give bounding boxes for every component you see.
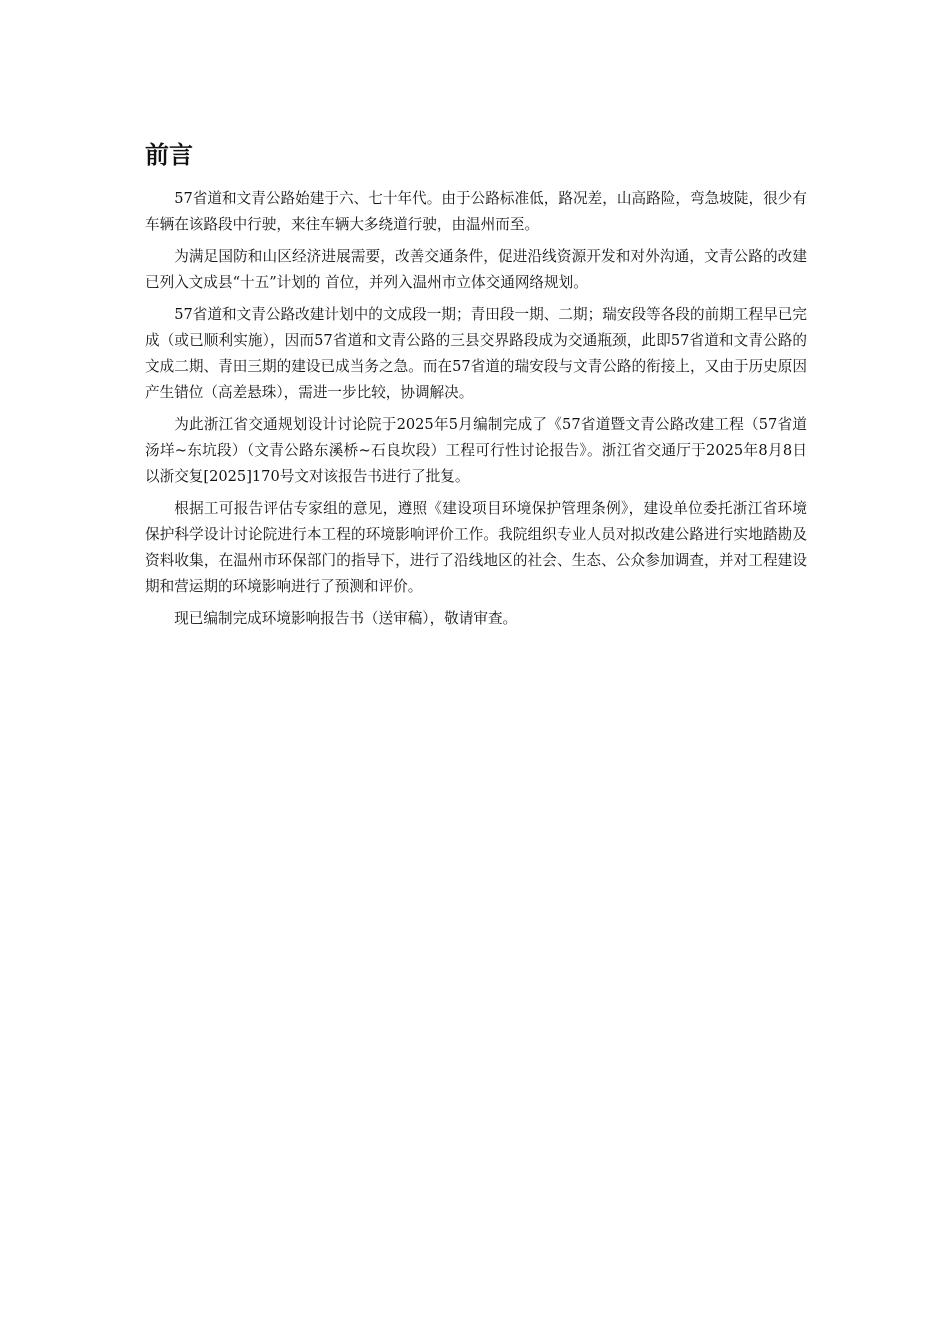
paragraph-4: 为此浙江省交通规划设计讨论院于2025年5月编制完成了《57省道暨文青公路改建工程（57省道汤垟~东坑段）（文青公路东溪桥~石良坎段）工程可行性讨论报告》。浙江省交通厅于2025年8月8日以浙交复[2025]170号文对该报告书进行了批复。 (145, 416, 807, 485)
paragraph-1: 57省道和文青公路始建于六、七十年代。由于公路标准低，路况差，山高路险，弯急坡陡，很少有车辆在该路段中行驶，来往车辆大多绕道行驶，由温州而至。 (145, 190, 807, 233)
paragraph-5: 根据工可报告评估专家组的意见，遵照《建设项目环境保护管理条例》，建设单位委托浙江省环境保护科学设计讨论院进行本工程的环境影响评价工作。我院组织专业人员对拟改建公路进行实地踏勘及资料收集，在温州市环保部门的指导下，进行了沿线地区的社会、生态、公众参加调查，并对工程建设期和营运期的环境影响进行了预测和评价。 (145, 500, 807, 595)
page-title: 前言 (145, 141, 193, 169)
paragraph-6: 现已编制完成环境影响报告书（送审稿），敬请审查。 (174, 610, 518, 627)
paragraph-3: 57省道和文青公路改建计划中的文成段一期；青田段一期、二期；瑞安段等各段的前期工程早已完成（或已顺利实施），因而57省道和文青公路的三县交界路段成为交通瓶颈，此即57省道和文青公路的文成二期、青田三期的建设已成当务之急。而在57省道的瑞安段与文青公路的衔接上，又由于历史原因产生错位（高差悬珠），需进一步比较，协调解决。 (145, 306, 807, 401)
paragraph-2: 为满足国防和山区经济进展需要，改善交通条件，促进沿线资源开发和对外沟通，文青公路的改建已列入文成县“十五”计划的 首位，并列入温州市立体交通网络规划。 (145, 248, 807, 291)
document-body (145, 138, 807, 638)
